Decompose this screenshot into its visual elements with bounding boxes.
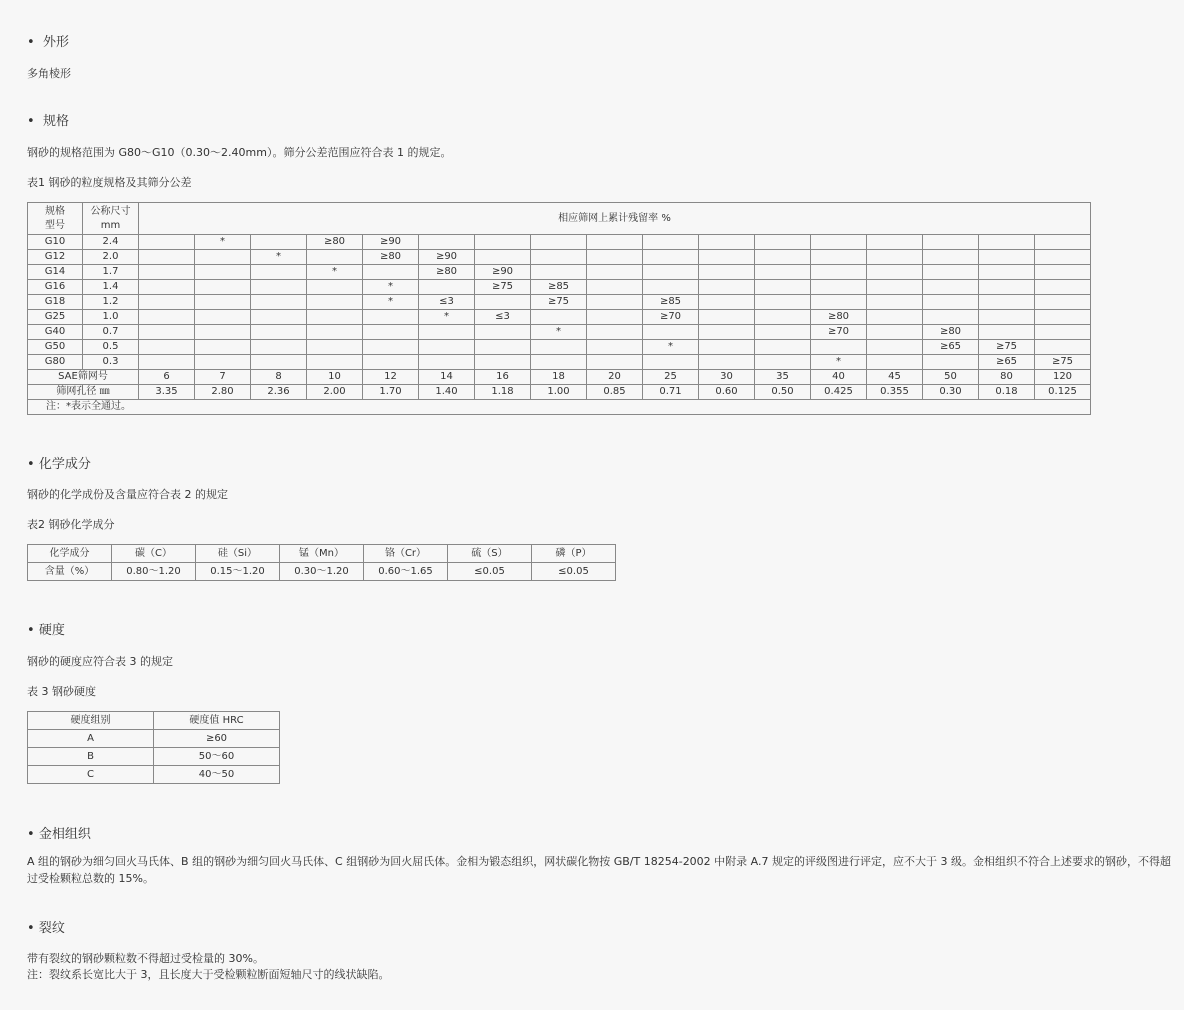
retained-cell xyxy=(251,295,307,310)
header-cell: 硬度组别 xyxy=(28,712,154,730)
retained-cell xyxy=(811,280,867,295)
size-cell: 0.7 xyxy=(83,325,139,340)
table-header-row xyxy=(28,712,280,730)
section-title-shape: • 外形 xyxy=(27,35,69,50)
retained-cell xyxy=(307,250,363,265)
retained-cell: ≥90 xyxy=(419,250,475,265)
table2-caption: 表2 钢砂化学成分 xyxy=(27,518,115,531)
retained-cell xyxy=(139,235,195,250)
retained-cell xyxy=(923,235,979,250)
retained-cell xyxy=(139,280,195,295)
value-cell: 0.60～1.65 xyxy=(364,563,448,581)
retained-cell: * xyxy=(643,340,699,355)
table-row xyxy=(28,235,1091,250)
retained-cell xyxy=(531,355,587,370)
retained-cell: ≥80 xyxy=(363,250,419,265)
retained-cell xyxy=(195,355,251,370)
retained-cell xyxy=(531,340,587,355)
section-title-text: 外形 xyxy=(42,35,69,50)
hard-text: 钢砂的硬度应符合表 3 的规定 xyxy=(27,655,173,668)
retained-cell xyxy=(867,295,923,310)
sae-cell: 80 xyxy=(979,370,1035,385)
retained-cell: * xyxy=(531,325,587,340)
retained-cell xyxy=(139,250,195,265)
header-grade-line2: 型号 xyxy=(45,219,65,231)
table-row xyxy=(28,563,616,581)
retained-cell xyxy=(979,235,1035,250)
retained-cell: ≥70 xyxy=(643,310,699,325)
table-row xyxy=(28,310,1091,325)
section-title-text: 化学成分 xyxy=(38,457,91,472)
retained-cell xyxy=(1035,340,1091,355)
header-grade xyxy=(28,203,83,235)
retained-cell xyxy=(755,355,811,370)
retained-cell xyxy=(363,265,419,280)
retained-cell xyxy=(867,310,923,325)
chem-text: 钢砂的化学成份及含量应符合表 2 的规定 xyxy=(27,488,228,501)
table-row xyxy=(28,295,1091,310)
section-title-hard: • 硬度 xyxy=(27,623,65,638)
retained-cell xyxy=(531,310,587,325)
section-title-text: 硬度 xyxy=(38,623,65,638)
retained-cell xyxy=(587,235,643,250)
retained-cell xyxy=(475,340,531,355)
retained-cell: * xyxy=(307,265,363,280)
retained-cell xyxy=(419,355,475,370)
retained-cell: ≥80 xyxy=(923,325,979,340)
sae-cell: 40 xyxy=(811,370,867,385)
hrc-cell: 50～60 xyxy=(154,748,280,766)
table-header-row xyxy=(28,545,616,563)
retained-cell xyxy=(419,280,475,295)
retained-cell xyxy=(811,250,867,265)
retained-cell xyxy=(1035,265,1091,280)
retained-cell xyxy=(587,295,643,310)
retained-cell xyxy=(755,340,811,355)
retained-cell: ≥65 xyxy=(979,355,1035,370)
crack-note: 注：裂纹系长宽比大于 3，且长度大于受检颗粒断面短轴尺寸的线状缺陷。 xyxy=(27,968,390,981)
aperture-cell: 1.40 xyxy=(419,385,475,400)
header-cell: 碳（C） xyxy=(112,545,196,563)
retained-cell xyxy=(363,340,419,355)
value-cell: 含量（%） xyxy=(28,563,112,581)
retained-cell xyxy=(587,310,643,325)
aperture-cell: 0.425 xyxy=(811,385,867,400)
retained-cell xyxy=(475,235,531,250)
retained-cell xyxy=(755,265,811,280)
retained-cell xyxy=(307,355,363,370)
size-cell: 0.3 xyxy=(83,355,139,370)
sae-label: SAE筛网号 xyxy=(28,370,139,385)
grade-cell: G14 xyxy=(28,265,83,280)
grade-cell: G16 xyxy=(28,280,83,295)
retained-cell xyxy=(195,310,251,325)
retained-cell xyxy=(755,235,811,250)
sae-cell: 10 xyxy=(307,370,363,385)
retained-cell xyxy=(643,325,699,340)
retained-cell xyxy=(195,340,251,355)
sae-cell: 8 xyxy=(251,370,307,385)
aperture-cell: 0.60 xyxy=(699,385,755,400)
group-cell: A xyxy=(28,730,154,748)
aperture-cell: 0.125 xyxy=(1035,385,1091,400)
aperture-cell: 1.18 xyxy=(475,385,531,400)
value-cell: 0.30～1.20 xyxy=(280,563,364,581)
retained-cell: ≤3 xyxy=(419,295,475,310)
retained-cell: * xyxy=(363,280,419,295)
header-cell: 化学成分 xyxy=(28,545,112,563)
grade-cell: G80 xyxy=(28,355,83,370)
retained-cell xyxy=(755,250,811,265)
retained-cell xyxy=(643,280,699,295)
retained-cell xyxy=(755,280,811,295)
spec-text: 钢砂的规格范围为 G80～G10（0.30～2.40mm）。筛分公差范围应符合表 1 的规定。 xyxy=(27,146,452,159)
retained-cell xyxy=(363,325,419,340)
retained-cell: * xyxy=(251,250,307,265)
sae-cell: 35 xyxy=(755,370,811,385)
retained-cell xyxy=(1035,250,1091,265)
retained-cell xyxy=(475,325,531,340)
shape-text: 多角棱形 xyxy=(27,67,71,80)
retained-cell xyxy=(811,340,867,355)
sieve-tolerance-table xyxy=(27,202,1091,415)
retained-cell xyxy=(699,295,755,310)
table-row xyxy=(28,325,1091,340)
size-cell: 1.4 xyxy=(83,280,139,295)
retained-cell xyxy=(139,310,195,325)
section-title-spec: • 规格 xyxy=(27,114,69,129)
table-row xyxy=(28,280,1091,295)
retained-cell xyxy=(251,325,307,340)
retained-cell xyxy=(867,340,923,355)
retained-cell xyxy=(587,325,643,340)
grade-cell: G40 xyxy=(28,325,83,340)
section-title-text: 规格 xyxy=(42,114,69,129)
sae-cell: 120 xyxy=(1035,370,1091,385)
retained-cell xyxy=(923,280,979,295)
retained-cell xyxy=(923,310,979,325)
retained-cell: * xyxy=(811,355,867,370)
aperture-cell: 2.00 xyxy=(307,385,363,400)
aperture-label: 筛网孔径 ㎜ xyxy=(28,385,139,400)
retained-cell xyxy=(587,340,643,355)
retained-cell: ≥80 xyxy=(811,310,867,325)
retained-cell xyxy=(867,355,923,370)
value-cell: 0.80～1.20 xyxy=(112,563,196,581)
table3-caption: 表 3 钢砂硬度 xyxy=(27,685,96,698)
retained-cell xyxy=(923,295,979,310)
retained-cell xyxy=(531,250,587,265)
retained-cell xyxy=(1035,325,1091,340)
retained-cell xyxy=(195,250,251,265)
retained-cell xyxy=(643,250,699,265)
aperture-cell: 0.30 xyxy=(923,385,979,400)
header-cell: 铬（Cr） xyxy=(364,545,448,563)
retained-cell xyxy=(139,355,195,370)
size-cell: 0.5 xyxy=(83,340,139,355)
sae-cell: 30 xyxy=(699,370,755,385)
header-size-line1: 公称尺寸 xyxy=(90,205,131,217)
aperture-cell: 0.50 xyxy=(755,385,811,400)
grade-cell: G12 xyxy=(28,250,83,265)
retained-cell xyxy=(139,295,195,310)
retained-cell xyxy=(587,265,643,280)
header-size xyxy=(83,203,139,235)
retained-cell xyxy=(251,265,307,280)
retained-cell xyxy=(811,235,867,250)
retained-cell xyxy=(699,340,755,355)
table-row xyxy=(28,730,280,748)
section-title-text: 裂纹 xyxy=(38,921,65,936)
sae-cell: 50 xyxy=(923,370,979,385)
aperture-cell: 1.70 xyxy=(363,385,419,400)
retained-cell: ≥80 xyxy=(419,265,475,280)
sae-cell: 20 xyxy=(587,370,643,385)
retained-cell xyxy=(979,310,1035,325)
retained-cell xyxy=(1035,280,1091,295)
retained-cell xyxy=(307,325,363,340)
retained-cell xyxy=(643,235,699,250)
hrc-cell: ≥60 xyxy=(154,730,280,748)
retained-cell xyxy=(867,235,923,250)
hrc-cell: 40～50 xyxy=(154,766,280,784)
table-row xyxy=(28,250,1091,265)
aperture-cell: 0.18 xyxy=(979,385,1035,400)
header-cell: 硬度值 HRC xyxy=(154,712,280,730)
retained-cell: ≥85 xyxy=(643,295,699,310)
retained-cell xyxy=(923,265,979,280)
retained-cell: * xyxy=(363,295,419,310)
aperture-cell: 0.71 xyxy=(643,385,699,400)
retained-cell xyxy=(643,265,699,280)
retained-cell xyxy=(587,280,643,295)
section-title-crack: • 裂纹 xyxy=(27,921,65,936)
retained-cell xyxy=(755,310,811,325)
note-row xyxy=(28,400,1091,415)
retained-cell xyxy=(699,355,755,370)
value-cell: ≤0.05 xyxy=(532,563,616,581)
size-cell: 1.2 xyxy=(83,295,139,310)
table-row xyxy=(28,265,1091,280)
retained-cell xyxy=(867,280,923,295)
header-grade-line1: 规格 xyxy=(45,205,65,217)
retained-cell: ≥90 xyxy=(475,265,531,280)
retained-cell xyxy=(867,250,923,265)
sae-cell: 45 xyxy=(867,370,923,385)
retained-cell xyxy=(251,340,307,355)
retained-cell xyxy=(475,295,531,310)
retained-cell: ≥85 xyxy=(531,280,587,295)
aperture-cell: 0.355 xyxy=(867,385,923,400)
group-cell: B xyxy=(28,748,154,766)
header-cell: 磷（P） xyxy=(532,545,616,563)
aperture-cell: 2.80 xyxy=(195,385,251,400)
header-cell: 硫（S） xyxy=(448,545,532,563)
retained-cell xyxy=(251,235,307,250)
retained-cell xyxy=(979,280,1035,295)
aperture-row xyxy=(28,385,1091,400)
group-cell: C xyxy=(28,766,154,784)
retained-cell xyxy=(979,295,1035,310)
grade-cell: G25 xyxy=(28,310,83,325)
header-size-line2: mm xyxy=(100,219,121,231)
retained-cell: ≥65 xyxy=(923,340,979,355)
retained-cell xyxy=(699,310,755,325)
aperture-cell: 0.85 xyxy=(587,385,643,400)
sae-cell: 7 xyxy=(195,370,251,385)
retained-cell xyxy=(979,250,1035,265)
retained-cell: * xyxy=(419,310,475,325)
value-cell: 0.15～1.20 xyxy=(196,563,280,581)
retained-cell: ≥70 xyxy=(811,325,867,340)
table-row xyxy=(28,766,280,784)
retained-cell: ≥75 xyxy=(475,280,531,295)
retained-cell xyxy=(811,265,867,280)
size-cell: 2.4 xyxy=(83,235,139,250)
section-title-chem: • 化学成分 xyxy=(27,457,91,472)
table-header-row xyxy=(28,203,1091,235)
retained-cell xyxy=(867,265,923,280)
retained-cell: ≥75 xyxy=(1035,355,1091,370)
retained-cell xyxy=(1035,310,1091,325)
retained-cell xyxy=(475,355,531,370)
sae-cell: 25 xyxy=(643,370,699,385)
sae-cell: 6 xyxy=(139,370,195,385)
retained-cell xyxy=(139,325,195,340)
header-cell: 锰（Mn） xyxy=(280,545,364,563)
retained-cell xyxy=(755,325,811,340)
crack-text: 带有裂纹的钢砂颗粒数不得超过受检量的 30%。 xyxy=(27,952,264,965)
retained-cell xyxy=(307,295,363,310)
retained-cell: ≥80 xyxy=(307,235,363,250)
retained-cell: ≥90 xyxy=(363,235,419,250)
table-note: 注：*表示全通过。 xyxy=(28,400,1091,415)
retained-cell xyxy=(979,325,1035,340)
retained-cell xyxy=(699,235,755,250)
retained-cell xyxy=(699,325,755,340)
size-cell: 1.0 xyxy=(83,310,139,325)
retained-cell xyxy=(531,235,587,250)
aperture-cell: 3.35 xyxy=(139,385,195,400)
retained-cell xyxy=(195,265,251,280)
section-title-text: 金相组织 xyxy=(38,827,91,842)
retained-cell xyxy=(307,310,363,325)
retained-cell xyxy=(475,250,531,265)
grade-cell: G10 xyxy=(28,235,83,250)
retained-cell xyxy=(811,295,867,310)
table1-caption: 表1 钢砂的粒度规格及其筛分公差 xyxy=(27,176,192,189)
retained-cell xyxy=(195,325,251,340)
retained-cell xyxy=(755,295,811,310)
retained-cell xyxy=(1035,295,1091,310)
retained-cell xyxy=(531,265,587,280)
section-title-metal: • 金相组织 xyxy=(27,827,91,842)
header-cell: 硅（Si） xyxy=(196,545,280,563)
retained-cell xyxy=(307,280,363,295)
grade-cell: G18 xyxy=(28,295,83,310)
table-row xyxy=(28,355,1091,370)
retained-cell xyxy=(307,340,363,355)
retained-cell xyxy=(699,280,755,295)
retained-cell xyxy=(587,250,643,265)
retained-cell xyxy=(923,355,979,370)
retained-cell xyxy=(251,280,307,295)
retained-cell xyxy=(587,355,643,370)
aperture-cell: 2.36 xyxy=(251,385,307,400)
retained-cell: ≥75 xyxy=(979,340,1035,355)
table-row xyxy=(28,748,280,766)
sae-cell: 18 xyxy=(531,370,587,385)
sae-cell: 14 xyxy=(419,370,475,385)
aperture-cell: 1.00 xyxy=(531,385,587,400)
retained-cell xyxy=(139,265,195,280)
retained-cell xyxy=(867,325,923,340)
retained-cell xyxy=(251,355,307,370)
retained-cell xyxy=(139,340,195,355)
retained-cell: * xyxy=(195,235,251,250)
sae-cell: 16 xyxy=(475,370,531,385)
retained-cell: ≥75 xyxy=(531,295,587,310)
retained-cell: ≤3 xyxy=(475,310,531,325)
retained-cell xyxy=(419,235,475,250)
grade-cell: G50 xyxy=(28,340,83,355)
retained-cell xyxy=(251,310,307,325)
retained-cell xyxy=(923,250,979,265)
retained-cell xyxy=(643,355,699,370)
retained-cell xyxy=(1035,235,1091,250)
retained-cell xyxy=(699,250,755,265)
sae-cell: 12 xyxy=(363,370,419,385)
sae-row xyxy=(28,370,1091,385)
retained-cell xyxy=(363,310,419,325)
size-cell: 2.0 xyxy=(83,250,139,265)
value-cell: ≤0.05 xyxy=(448,563,532,581)
retained-cell xyxy=(195,280,251,295)
retained-cell xyxy=(363,355,419,370)
hardness-table xyxy=(27,711,280,784)
size-cell: 1.7 xyxy=(83,265,139,280)
retained-cell xyxy=(195,295,251,310)
metal-text: A 组的钢砂为细匀回火马氏体、B 组的钢砂为细匀回火马氏体、C 组钢砂为回火屈氏体。金相为锻态组织，网状碳化物按 GB/T 18254-2002 中附录 A.7 规定的评级图进行评定，应不大于 3 级。金相组织不符合上述要求的钢砂，不得超过受检颗粒总数的 15%。 xyxy=(27,855,1171,885)
retained-cell xyxy=(419,340,475,355)
retained-cell xyxy=(699,265,755,280)
table-row xyxy=(28,340,1091,355)
retained-cell xyxy=(419,325,475,340)
retained-cell xyxy=(979,265,1035,280)
header-retained: 相应筛网上累计残留率 % xyxy=(139,203,1091,235)
chemical-composition-table xyxy=(27,544,616,581)
